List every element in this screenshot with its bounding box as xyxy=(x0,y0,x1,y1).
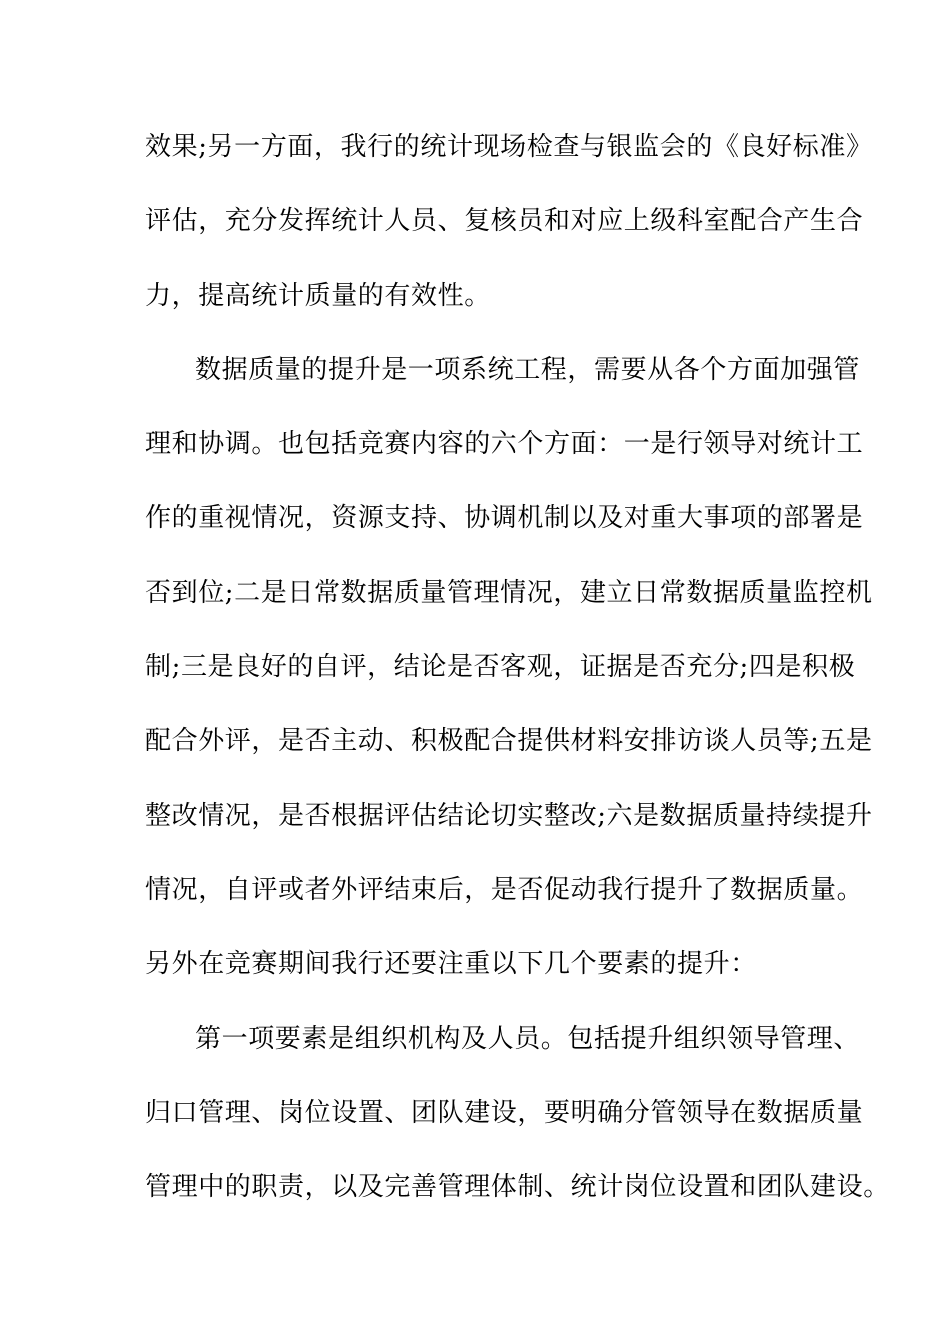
paragraph-start-line: 数据质量的提升是一项系统工程，需要从各个方面加强管 xyxy=(195,354,861,385)
text-line: 另外在竞赛期间我行还要注重以下几个要素的提升： xyxy=(145,949,757,980)
text-line: 情况，自评或者外评结束后，是否促动我行提升了数据质量。 xyxy=(145,874,864,905)
text-line: 理和协调。也包括竞赛内容的六个方面：一是行领导对统计工 xyxy=(145,429,864,460)
document-body xyxy=(145,127,890,1241)
text-line: 管理中的职责，以及完善管理体制、统计岗位设置和团队建设。 xyxy=(145,1172,890,1203)
text-line: 力，提高统计质量的有效性。 xyxy=(145,280,491,311)
text-line: 作的重视情况，资源支持、协调机制以及对重大事项的部署是 xyxy=(145,503,864,534)
text-line: 否到位;二是日常数据质量管理情况，建立日常数据质量监控机 xyxy=(145,577,873,608)
text-line: 配合外评，是否主动、积极配合提供材料安排访谈人员等;五是 xyxy=(145,726,873,757)
text-line: 归口管理、岗位设置、团队建设，要明确分管领导在数据质量 xyxy=(145,1097,864,1128)
text-line: 制;三是良好的自评，结论是否客观，证据是否充分;四是积极 xyxy=(145,652,856,683)
text-line: 整改情况，是否根据评估结论切实整改;六是数据质量持续提升 xyxy=(145,800,873,831)
paragraph-start-line: 第一项要素是组织机构及人员。包括提升组织领导管理、 xyxy=(195,1023,861,1054)
text-line: 效果;另一方面，我行的统计现场检查与银监会的《良好标准》 xyxy=(145,132,873,162)
text-line: 评估，充分发挥统计人员、复核员和对应上级科室配合产生合 xyxy=(145,206,864,237)
